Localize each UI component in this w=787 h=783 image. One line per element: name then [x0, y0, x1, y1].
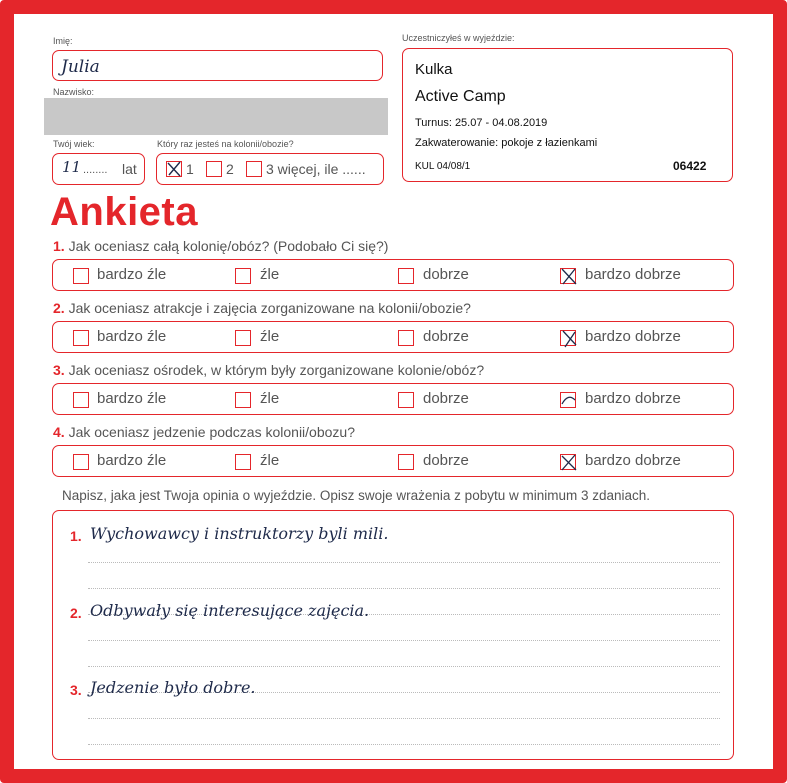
question-1-options [52, 259, 734, 291]
q2-option-bardzo-dobrze: bardzo dobrze [585, 328, 681, 345]
writing-line [88, 588, 720, 589]
opinion-prompt: Napisz, jaka jest Twoja opinia o wyjeździe. Opisz swoje wrażenia z pobytu w minimum 3 zdaniach. [62, 488, 651, 503]
q4-option-bardzo-zle: bardzo źle [97, 452, 167, 469]
age-dots: ........ [83, 164, 108, 176]
question-3-num: 3. [53, 362, 65, 378]
age-value: 11 [62, 158, 82, 176]
question-2-options [52, 321, 734, 353]
q2-option-dobrze: dobrze [423, 328, 469, 345]
question-3-options [52, 383, 734, 415]
q2-option-bardzo-zle: bardzo źle [97, 328, 167, 345]
check-mark-icon [560, 330, 578, 348]
q3-checkbox-dobrze[interactable] [398, 392, 414, 408]
q1-option-bardzo-zle: bardzo źle [97, 266, 167, 283]
q3-option-dobrze: dobrze [423, 390, 469, 407]
check-mark-icon [560, 454, 578, 472]
q4-option-bardzo-dobrze: bardzo dobrze [585, 452, 681, 469]
times-option-2: 2 [226, 161, 234, 177]
check-mark-icon [560, 392, 578, 410]
q3-checkbox-bardzo-zle[interactable] [73, 392, 89, 408]
trip-name: Kulka [415, 61, 453, 78]
q4-checkbox-dobrze[interactable] [398, 454, 414, 470]
check-mark-icon [560, 268, 578, 286]
q1-checkbox-bardzo-zle[interactable] [73, 268, 89, 284]
age-label: Twój wiek: [53, 139, 95, 149]
q2-checkbox-zle[interactable] [235, 330, 251, 346]
answer-1-num: 1. [70, 528, 82, 544]
answer-3-num: 3. [70, 682, 82, 698]
q2-checkbox-bardzo-dobrze[interactable] [560, 330, 576, 346]
q3-option-bardzo-dobrze: bardzo dobrze [585, 390, 681, 407]
times-field [156, 153, 384, 185]
question-1 [53, 238, 388, 254]
q3-checkbox-zle[interactable] [235, 392, 251, 408]
answer-2-text: Odbywały się interesujące zajęcia. [90, 601, 370, 620]
question-4-options [52, 445, 734, 477]
times-checkbox-3[interactable] [246, 161, 262, 177]
age-field[interactable] [52, 153, 145, 185]
times-label: Który raz jesteś na kolonii/obozie? [157, 139, 294, 149]
q1-checkbox-bardzo-dobrze[interactable] [560, 268, 576, 284]
times-checkbox-2[interactable] [206, 161, 222, 177]
question-3-text: Jak oceniasz ośrodek, w którym były zorganizowane kolonie/obóz? [68, 362, 485, 378]
trip-number: 06422 [673, 159, 707, 173]
check-mark-icon [166, 161, 182, 177]
times-option-1: 1 [186, 161, 194, 177]
q4-checkbox-bardzo-zle[interactable] [73, 454, 89, 470]
q4-checkbox-bardzo-dobrze[interactable] [560, 454, 576, 470]
trip-info-box [402, 48, 733, 182]
trip-accommodation: Zakwaterowanie: pokoje z łazienkami [415, 137, 598, 149]
q3-option-zle: źle [260, 390, 280, 407]
writing-line [88, 744, 720, 745]
question-2-text: Jak oceniasz atrakcje i zajęcia zorganizowane na kolonii/obozie? [68, 300, 471, 316]
trip-turnus: Turnus: 25.07 - 04.08.2019 [415, 117, 548, 129]
question-3 [53, 362, 484, 378]
question-1-num: 1. [53, 238, 65, 254]
times-option-3: 3 więcej, ile ...... [266, 161, 366, 177]
name-value: Julia [61, 57, 100, 77]
question-4-text: Jak oceniasz jedzenie podczas kolonii/obozu? [68, 424, 355, 440]
name-field[interactable] [52, 50, 383, 81]
question-1-text: Jak oceniasz całą kolonię/obóz? (Podobało Ci się?) [68, 238, 389, 254]
answer-3-text: Jedzenie było dobre. [90, 678, 256, 697]
q3-option-bardzo-zle: bardzo źle [97, 390, 167, 407]
q1-checkbox-dobrze[interactable] [398, 268, 414, 284]
q4-option-zle: źle [260, 452, 280, 469]
surname-redacted [44, 98, 388, 135]
times-checkbox-1[interactable] [166, 161, 182, 177]
question-4-num: 4. [53, 424, 65, 440]
question-4 [53, 424, 355, 440]
q4-option-dobrze: dobrze [423, 452, 469, 469]
question-2-num: 2. [53, 300, 65, 316]
answer-2-num: 2. [70, 605, 82, 621]
q1-option-dobrze: dobrze [423, 266, 469, 283]
q1-option-zle: źle [260, 266, 280, 283]
surname-label: Nazwisko: [53, 87, 95, 97]
q2-option-zle: źle [260, 328, 280, 345]
survey-title: Ankieta [50, 190, 198, 234]
name-label: Imię: [53, 36, 73, 46]
writing-line [88, 640, 720, 641]
writing-line [88, 666, 720, 667]
trip-code: KUL 04/08/1 [415, 161, 471, 172]
writing-line [88, 562, 720, 563]
q4-checkbox-zle[interactable] [235, 454, 251, 470]
q3-checkbox-bardzo-dobrze[interactable] [560, 392, 576, 408]
participant-label: Uczestniczyłeś w wyjeździe: [402, 33, 515, 43]
question-2 [53, 300, 471, 316]
age-unit: lat [122, 161, 137, 177]
q1-option-bardzo-dobrze: bardzo dobrze [585, 266, 681, 283]
opinion-box[interactable] [52, 510, 734, 760]
answer-1-text: Wychowawcy i instruktorzy byli mili. [90, 524, 389, 543]
trip-camp: Active Camp [415, 88, 506, 105]
q1-checkbox-zle[interactable] [235, 268, 251, 284]
q2-checkbox-bardzo-zle[interactable] [73, 330, 89, 346]
q2-checkbox-dobrze[interactable] [398, 330, 414, 346]
writing-line [88, 718, 720, 719]
